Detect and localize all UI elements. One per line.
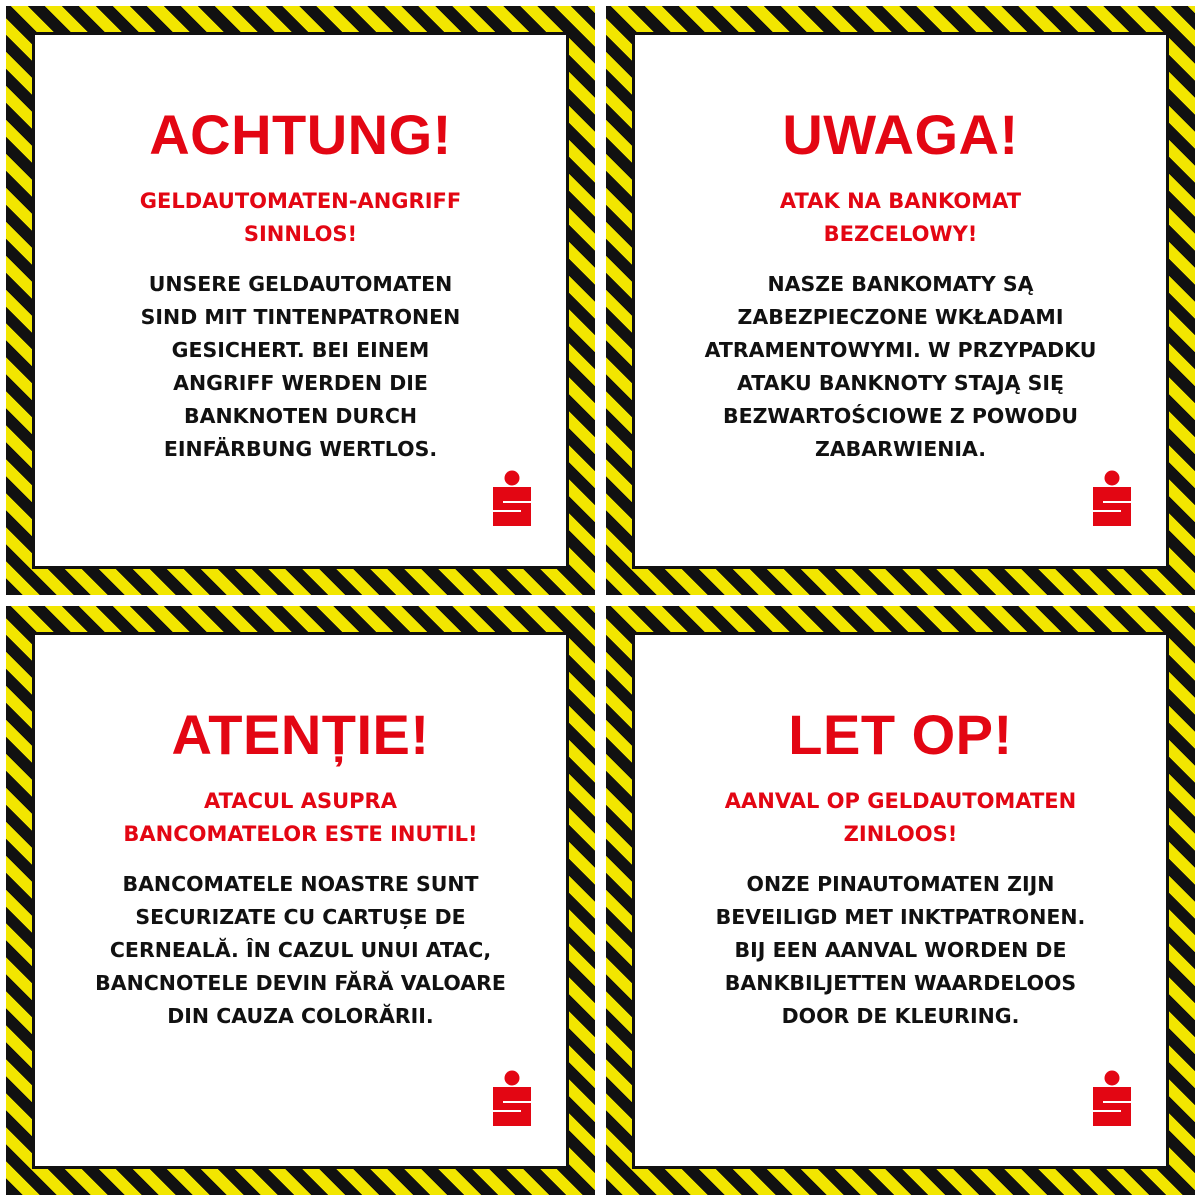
body-line: BANKBILJETTEN WAARDELOOS xyxy=(724,971,1077,995)
sign-title: ATENȚIE! xyxy=(171,703,430,766)
sign-subtitle xyxy=(55,185,546,251)
sign-panel xyxy=(32,32,569,569)
body-line: SIND MIT TINTENPATRONEN xyxy=(140,305,461,329)
warning-sign-polish xyxy=(606,6,1195,595)
sign-title: LET OP! xyxy=(788,703,1013,766)
sign-title: ACHTUNG! xyxy=(149,103,452,166)
sign-panel xyxy=(632,32,1169,569)
body-line: BEVEILIGD MET INKTPATRONEN. xyxy=(715,905,1086,929)
body-line: ATAKU BANKNOTY STAJĄ SIĘ xyxy=(737,371,1064,395)
body-line: SECURIZATE CU CARTUȘE DE xyxy=(135,905,466,929)
sparkasse-logo-icon xyxy=(1087,1070,1137,1134)
sign-body-text xyxy=(645,868,1156,1033)
body-line: UNSERE GELDAUTOMATEN xyxy=(148,272,453,296)
body-line: BANKNOTEN DURCH xyxy=(183,404,418,428)
body-line: ZABEZPIECZONE WKŁADAMI xyxy=(737,305,1064,329)
sign-subtitle xyxy=(655,785,1146,851)
sign-title: UWAGA! xyxy=(782,103,1019,166)
body-line: DIN CAUZA COLORĂRII. xyxy=(167,1004,434,1028)
sign-subtitle xyxy=(655,185,1146,251)
sparkasse-logo-icon xyxy=(1087,470,1137,534)
sign-panel xyxy=(32,632,569,1169)
sign-body-text xyxy=(645,268,1156,466)
warning-sign-dutch xyxy=(606,606,1195,1195)
body-line: ZABARWIENIA. xyxy=(814,437,987,461)
sparkasse-logo-icon xyxy=(487,470,537,534)
sign-body-text xyxy=(45,868,556,1033)
body-line: BANCOMATELE NOASTRE SUNT xyxy=(122,872,479,896)
sparkasse-logo-icon xyxy=(487,1070,537,1134)
subtitle-line: ZINLOOS! xyxy=(843,822,958,846)
subtitle-line: BANCOMATELOR ESTE INUTIL! xyxy=(123,822,478,846)
warning-sign-romanian xyxy=(6,606,595,1195)
subtitle-line: BEZCELOWY! xyxy=(823,222,978,246)
body-line: NASZE BANKOMATY SĄ xyxy=(767,272,1034,296)
body-line: EINFÄRBUNG WERTLOS. xyxy=(163,437,438,461)
subtitle-line: SINNLOS! xyxy=(243,222,358,246)
subtitle-line: GELDAUTOMATEN-ANGRIFF xyxy=(139,189,462,213)
body-line: ATRAMENTOWYMI. W PRZYPADKU xyxy=(704,338,1097,362)
warning-sign-german xyxy=(6,6,595,595)
body-line: BEZWARTOŚCIOWE Z POWODU xyxy=(722,404,1079,428)
body-line: BANCNOTELE DEVIN FĂRĂ VALOARE xyxy=(95,971,506,995)
body-line: ONZE PINAUTOMATEN ZIJN xyxy=(746,872,1055,896)
body-line: GESICHERT. BEI EINEM xyxy=(171,338,430,362)
subtitle-line: ATACUL ASUPRA xyxy=(204,789,397,813)
body-line: CERNEALĂ. ÎN CAZUL UNUI ATAC, xyxy=(109,938,492,962)
subtitle-line: AANVAL OP GELDAUTOMATEN xyxy=(724,789,1077,813)
body-line: BIJ EEN AANVAL WORDEN DE xyxy=(734,938,1067,962)
sign-body-text xyxy=(45,268,556,466)
body-line: DOOR DE KLEURING. xyxy=(781,1004,1020,1028)
sign-subtitle xyxy=(55,785,546,851)
body-line: ANGRIFF WERDEN DIE xyxy=(173,371,428,395)
sign-panel xyxy=(632,632,1169,1169)
subtitle-line: ATAK NA BANKOMAT xyxy=(779,189,1022,213)
